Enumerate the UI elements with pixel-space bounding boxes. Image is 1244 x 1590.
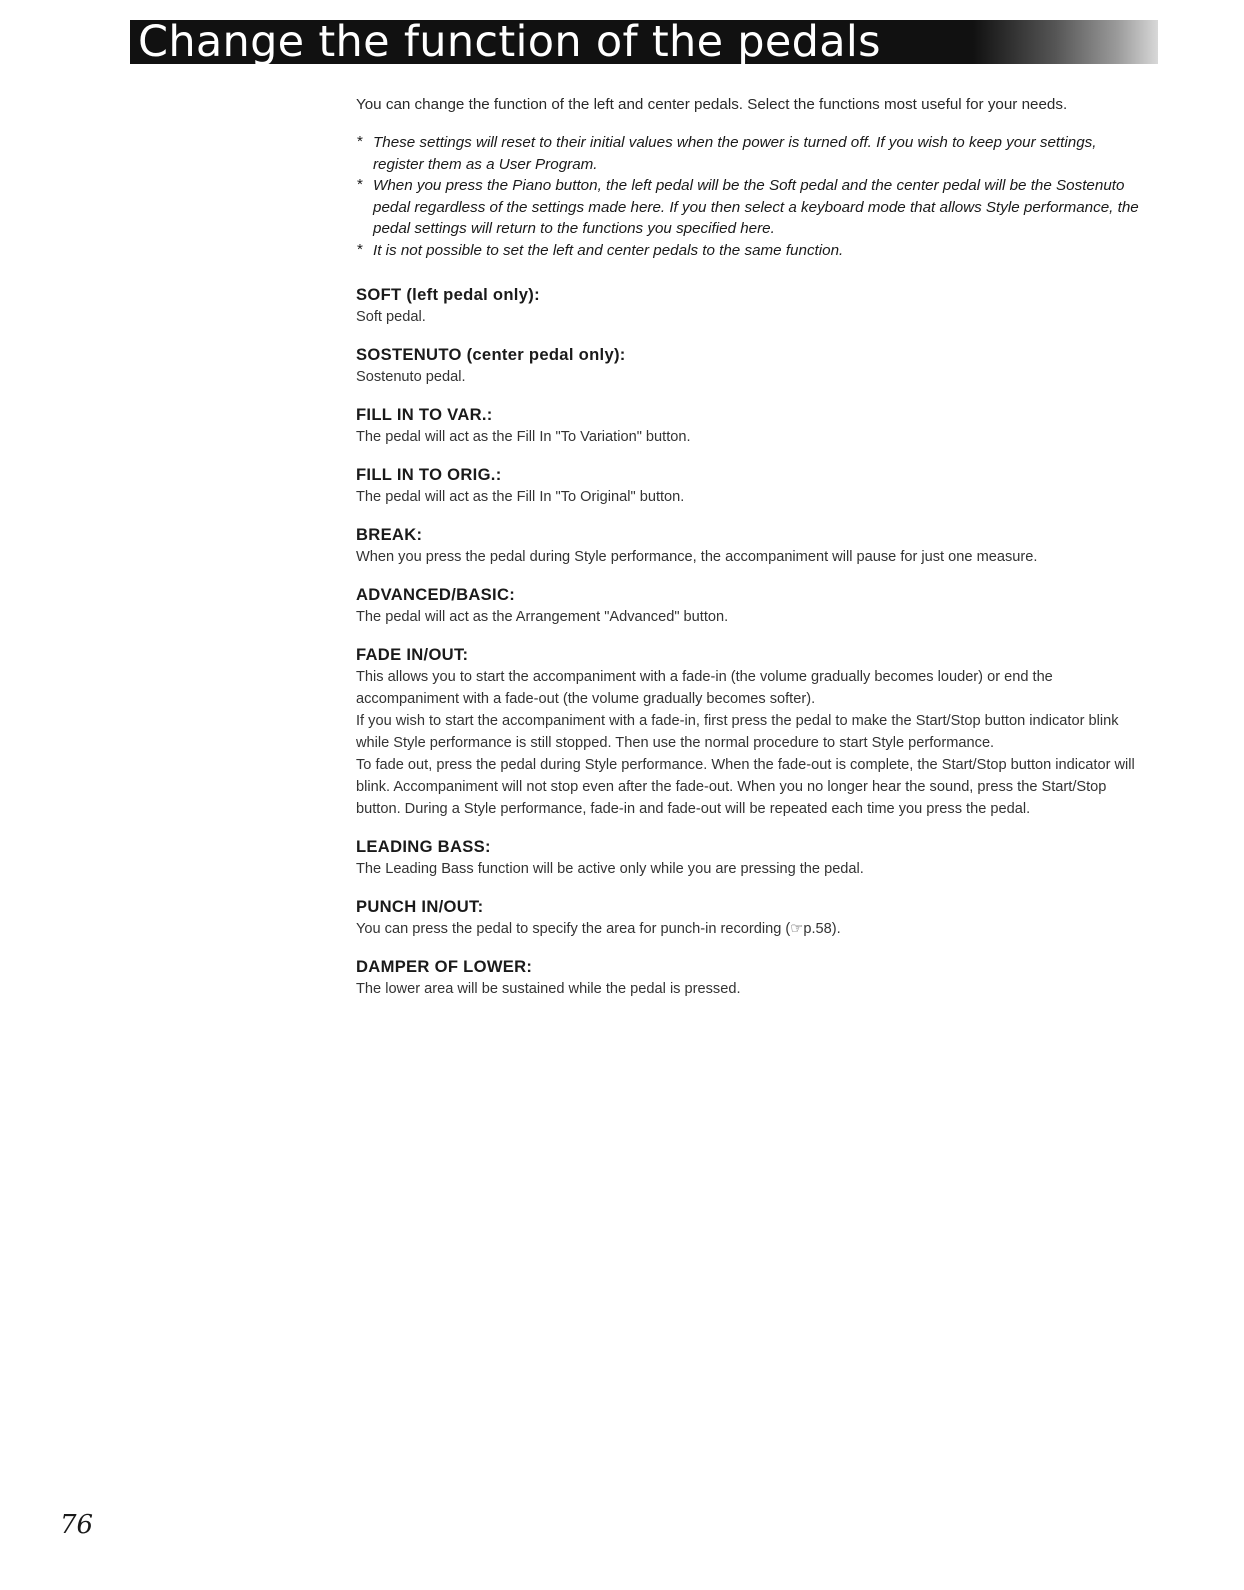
description-paragraph: If you wish to start the accompaniment with a fade-in, first press the pedal to make the Start/Stop button indicator blink while Style performance is still stopped. Then use the normal procedure to start Style performance.	[356, 713, 1119, 751]
intro-paragraph: You can change the function of the left and center pedals. Select the functions most useful for your needs.	[356, 96, 1068, 113]
function-name: LEADING BASS:	[356, 837, 491, 856]
notes-list	[356, 132, 1146, 261]
description-paragraph: You can press the pedal to specify the area for punch-in recording (☞p.58).	[356, 921, 841, 937]
function-description	[356, 666, 1146, 820]
note-marker: *	[357, 176, 363, 193]
description-paragraph: This allows you to start the accompaniment with a fade-in (the volume gradually becomes louder) or end the accompaniment with a fade-out (the volume gradually becomes softer).	[356, 669, 1053, 707]
function-name: PUNCH IN/OUT:	[356, 897, 484, 916]
note-item	[356, 175, 1146, 240]
function-description	[356, 606, 1146, 628]
pedal-function-list	[356, 283, 1146, 1000]
pedal-function-item	[356, 955, 1146, 1000]
page-title-banner	[130, 20, 1158, 64]
description-paragraph: Soft pedal.	[356, 309, 426, 325]
note-marker: *	[357, 133, 363, 150]
pedal-function-item	[356, 895, 1146, 940]
note-marker: *	[357, 240, 363, 258]
pedal-function-item	[356, 343, 1146, 388]
pedal-function-item	[356, 643, 1146, 820]
note-text: These settings will reset to their initial values when the power is turned off. If you wish to keep your settings, register them as a User Program.	[373, 134, 1097, 173]
description-paragraph: When you press the pedal during Style performance, the accompaniment will pause for just one measure.	[356, 549, 1038, 565]
function-description	[356, 486, 1146, 508]
function-name: FADE IN/OUT:	[356, 645, 469, 664]
function-description	[356, 918, 1146, 940]
pedal-function-item	[356, 583, 1146, 628]
function-description	[356, 366, 1146, 388]
page-number: 76	[60, 1510, 94, 1540]
function-description	[356, 978, 1146, 1000]
function-name: BREAK:	[356, 525, 423, 544]
note-item	[356, 240, 1146, 262]
function-description	[356, 306, 1146, 328]
note-item	[356, 132, 1146, 175]
function-description	[356, 546, 1146, 568]
pedal-function-item	[356, 523, 1146, 568]
description-paragraph: The lower area will be sustained while the pedal is pressed.	[356, 981, 741, 997]
function-name: SOSTENUTO (center pedal only):	[356, 345, 626, 364]
function-name: DAMPER OF LOWER:	[356, 957, 533, 976]
function-description	[356, 426, 1146, 448]
page-title: Change the function of the pedals	[138, 20, 881, 64]
note-text: It is not possible to set the left and center pedals to the same function.	[373, 241, 844, 259]
pedal-function-item	[356, 463, 1146, 508]
description-paragraph: To fade out, press the pedal during Style performance. When the fade-out is complete, the Start/Stop button indicator will blink. Accompaniment will not stop even after the fade-out. When you no longer hear the sound, press the Start/Stop button. During a Style performance, fade-in and fade-out will be repeated each time you press the pedal.	[356, 757, 1135, 817]
function-description	[356, 858, 1146, 880]
pedal-function-item	[356, 835, 1146, 880]
description-paragraph: The pedal will act as the Arrangement "Advanced" button.	[356, 609, 729, 625]
description-paragraph: The Leading Bass function will be active only while you are pressing the pedal.	[356, 861, 864, 877]
pedal-function-item	[356, 403, 1146, 448]
description-paragraph: Sostenuto pedal.	[356, 369, 466, 385]
pedal-function-item	[356, 283, 1146, 328]
description-paragraph: The pedal will act as the Fill In "To Variation" button.	[356, 429, 691, 445]
description-paragraph: The pedal will act as the Fill In "To Original" button.	[356, 489, 685, 505]
function-name: FILL IN TO VAR.:	[356, 405, 493, 424]
note-text: When you press the Piano button, the left pedal will be the Soft pedal and the center pedal will be the Sostenuto pedal regardless of the settings made here. If you then select a keyboard mode that allows Style performance, the pedal settings will return to the functions you specified here.	[373, 177, 1139, 237]
function-name: SOFT (left pedal only):	[356, 285, 540, 304]
function-name: FILL IN TO ORIG.:	[356, 465, 502, 484]
function-name: ADVANCED/BASIC:	[356, 585, 516, 604]
main-content	[356, 94, 1146, 1015]
